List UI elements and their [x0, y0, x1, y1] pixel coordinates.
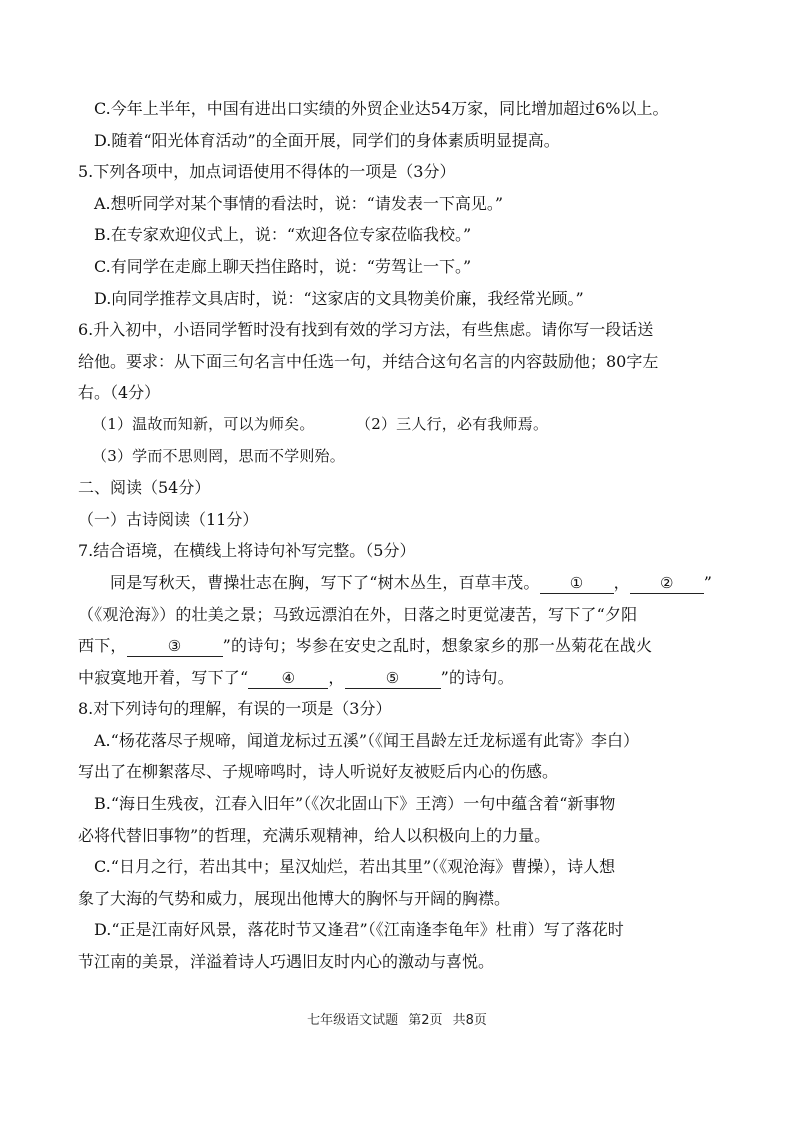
- q7-line-4: [78, 662, 738, 694]
- q6-saying-3: （3）学而不思则罔，思而不学则殆。: [92, 446, 345, 465]
- q8-option-d-line-2: 节江南的美景，洋溢着诗人巧遇旧友时内心的激动与喜悦。: [78, 952, 495, 972]
- footer-page-number: 第2页: [408, 1013, 443, 1028]
- q5-option-d: D.向同学推荐文具店时，说：“这家店的文具物美价廉，我经常光顾。”: [94, 288, 584, 308]
- footer-total-pages: 共8页: [452, 1013, 487, 1028]
- page-footer: [0, 1009, 794, 1028]
- answer-blank-1[interactable]: ①: [540, 573, 614, 594]
- q7-text: 中寂寞地开着，写下了“: [78, 667, 249, 687]
- q7-text: ”: [703, 572, 713, 592]
- q8-option-c-line-1: C.“日月之行，若出其中；星汉灿烂，若出其里”（《观沧海》曹操），诗人想: [94, 857, 616, 877]
- q7-text: ”的诗句。: [440, 667, 514, 687]
- q5-stem: 5.下列各项中，加点词语使用不得体的一项是（3分）: [78, 162, 456, 182]
- q6-stem-line-3: 右。（4分）: [78, 383, 161, 403]
- q7-text: ，: [328, 667, 345, 687]
- q6-saying-2: （2）三人行，必有我师焉。: [356, 414, 549, 433]
- q7-text: ，: [613, 572, 630, 592]
- answer-blank-5[interactable]: ⑤: [345, 668, 441, 689]
- q8-option-b-line-2: 必将代替旧事物”的哲理，充满乐观精神，给人以积极向上的力量。: [78, 825, 551, 845]
- exam-content: [78, 93, 738, 978]
- q7-text: ”的诗句；岑参在安史之乱时，想象家乡的那一丛菊花在战火: [222, 636, 653, 656]
- q7-text: 同是写秋天，曹操壮志在胸，写下了“树木丛生，百草丰茂。: [110, 572, 540, 592]
- q7-stem: 7.结合语境，在横线上将诗句补写完整。（5分）: [78, 541, 416, 561]
- q8-option-b-line-1: B.“海日生残夜，江春入旧年”（《次北固山下》王湾）一句中蕴含着“新事物: [94, 794, 616, 814]
- q4-option-c: C.今年上半年，中国有进出口实绩的外贸企业达54万家，同比增加超过6%以上。: [94, 99, 669, 118]
- q7-line-3: [78, 630, 738, 662]
- q7-text: 西下，: [78, 636, 127, 656]
- q8-option-d-line-1: D.“正是江南好风景，落花时节又逢君”（《江南逢李龟年》杜甫）写了落花时: [94, 920, 624, 940]
- q8-option-c-line-2: 象了大海的气势和威力，展现出他博大的胸怀与开阔的胸襟。: [78, 888, 511, 908]
- q5-option-a: A.想听同学对某个事情的看法时，说：“请发表一下高见。”: [94, 193, 504, 213]
- q8-option-a-line-2: 写出了在柳絮落尽、子规啼鸣时，诗人听说好友被贬后内心的伤感。: [78, 762, 559, 782]
- answer-blank-3[interactable]: ③: [127, 636, 223, 657]
- footer-subject: 七年级语文试题: [307, 1013, 399, 1028]
- answer-blank-4[interactable]: ④: [248, 668, 328, 689]
- q4-option-d: D.随着“阳光体育活动”的全面开展，同学们的身体素质明显提高。: [94, 130, 560, 150]
- q7-line-2: （《观沧海》）的壮美之景；马致远漂泊在外，日落之时更觉凄苦，写下了“夕阳: [78, 604, 638, 624]
- q8-stem: 8.对下列诗句的理解，有误的一项是（3分）: [78, 699, 392, 719]
- q5-option-b: B.在专家欢迎仪式上，说：“欢迎各位专家莅临我校。”: [94, 225, 472, 245]
- answer-blank-2[interactable]: ②: [630, 573, 704, 594]
- q6-saying-1: （1）温故而知新，可以为师矣。: [92, 414, 315, 433]
- q8-option-a-line-1: A.“杨花落尽子规啼，闻道龙标过五溪”（《闻王昌龄左迁龙标遥有此寄》李白）: [94, 730, 640, 750]
- section2-sub1-title: （一）古诗阅读（11分）: [78, 509, 259, 529]
- q6-sayings-row: [78, 409, 738, 441]
- q6-stem-line-2: 给他。要求：从下面三句名言中任选一句，并结合这句名言的内容鼓励他；80字左: [78, 351, 659, 371]
- section2-title: 二、阅读（54分）: [78, 478, 211, 498]
- q6-stem-line-1: 6.升入初中，小语同学暂时没有找到有效的学习方法，有些焦虑。请你写一段话送: [78, 320, 654, 340]
- q5-option-c: C.有同学在走廊上聊天挡住路时，说：“劳驾让一下。”: [94, 256, 472, 276]
- q7-line-1: [78, 567, 738, 599]
